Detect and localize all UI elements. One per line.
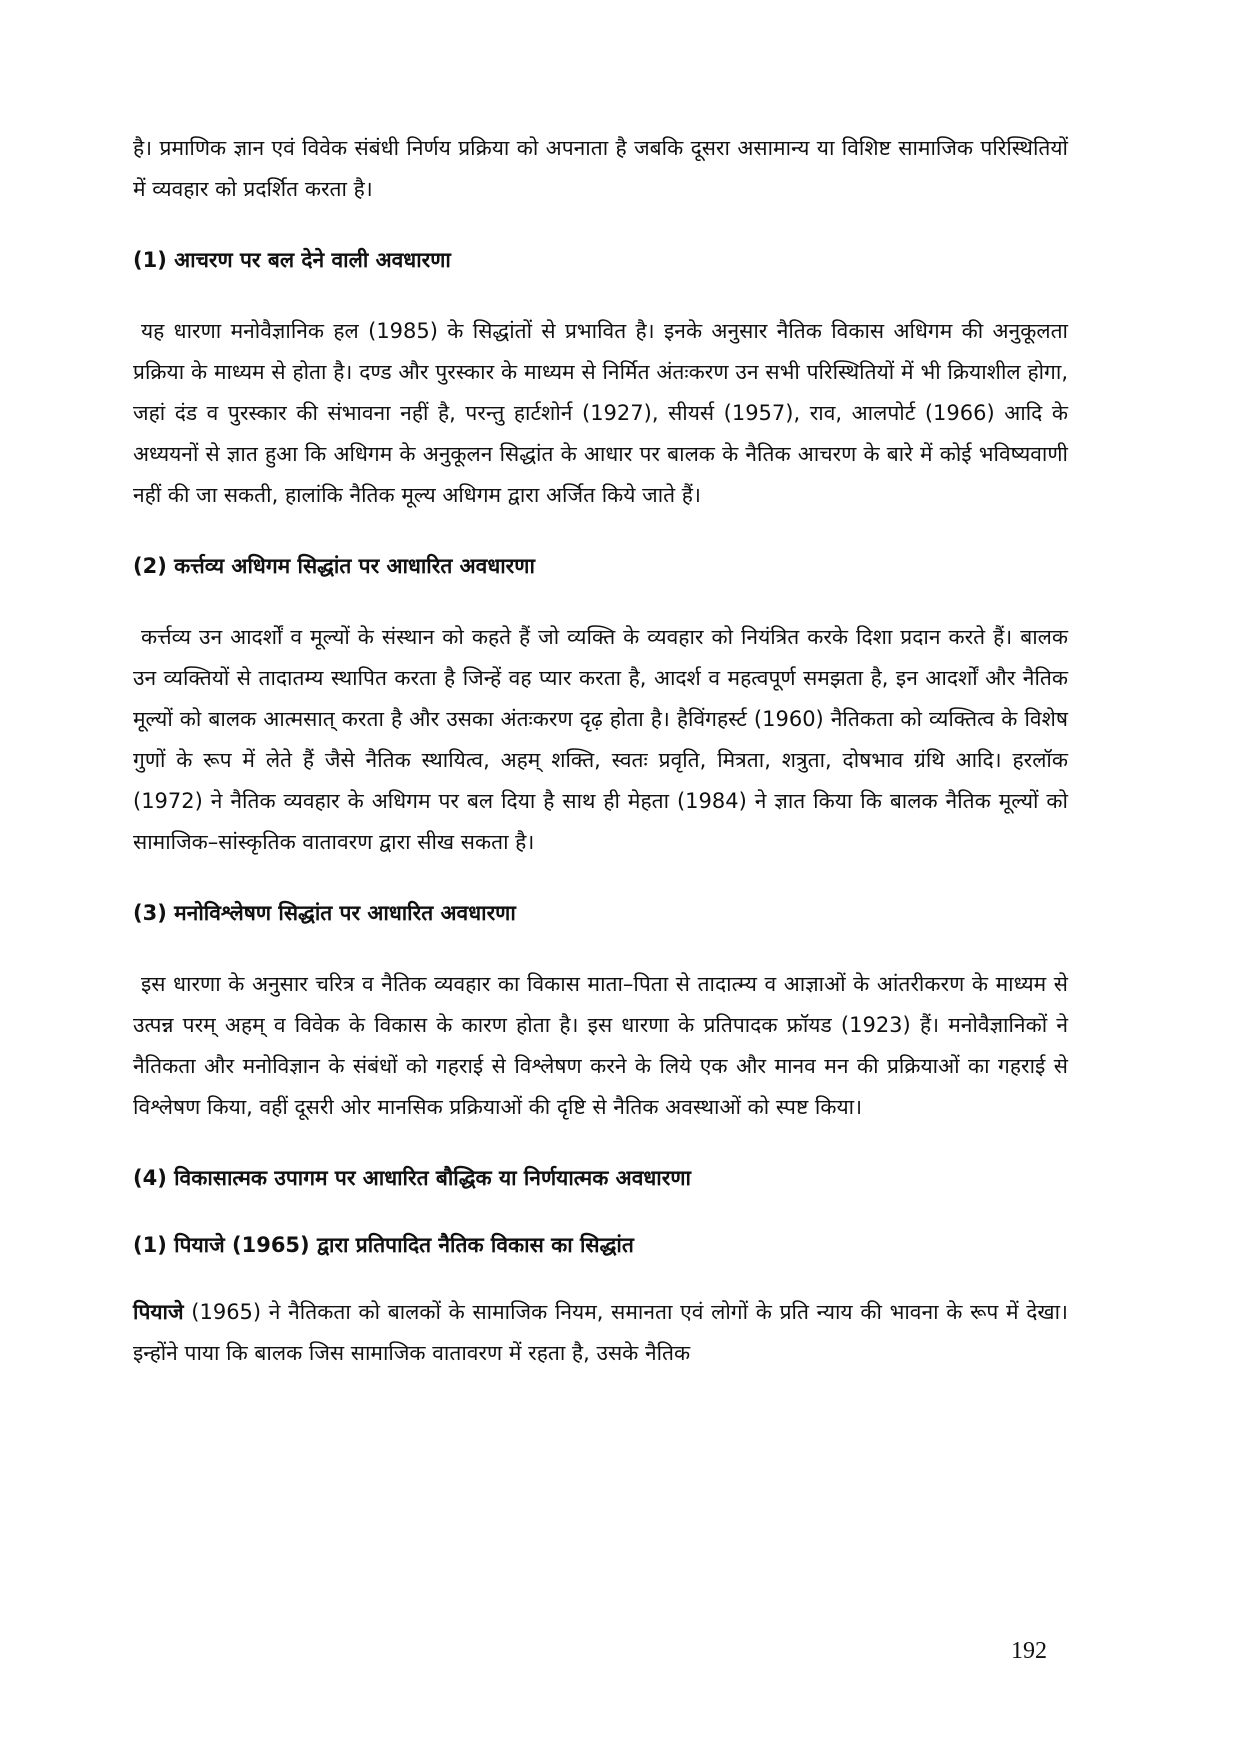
page-number: 192 (1011, 1638, 1047, 1664)
section-heading-1: (1) आचरण पर बल देने वाली अवधारणा (133, 248, 451, 272)
piaget-lead-name: पियाजे (133, 1300, 184, 1324)
section-paragraph-2: कर्त्तव्य उन आदर्शों व मूल्यों के संस्थान को कहते हैं जो व्यक्ति के व्यवहार को नियंत्रित करके दिशा प्रदान करते हैं। बालक उन व्यक्तियों से तादातम्य स्थापित करता है जिन्हें वह प्यार करता है, आदर्श व महत्वपूर्ण समझता है, इन आदर्शों और नैतिक मूल्यों को बालक आत्मसात् करता है और उसका अंतःकरण दृढ़ होता है। हैविंगहर्स्ट (1960) नैतिकता को व्यक्तित्व के विशेष गुणों के रूप में लेते हैं जैसे नैतिक स्थायित्व, अहम् शक्ति, स्वतः प्रवृति, मित्रता, शत्रुता, दोषभाव ग्रंथि आदि। हरलॉक (1972) ने नैतिक व्यवहार के अधिगम पर बल दिया है साथ ही मेहता (1984) ने ज्ञात किया कि बालक नैतिक मूल्यों को सामाजिक–सांस्कृतिक वातावरण द्वारा सीख सकता है। (133, 625, 1068, 854)
subsection-heading-piaget: (1) पियाजे (1965) द्वारा प्रतिपादित नैतिक विकास का सिद्धांत (133, 1233, 634, 1257)
intro-paragraph: है। प्रमाणिक ज्ञान एवं विवेक संबंधी निर्णय प्रक्रिया को अपनाता है जबकि दूसरा असामान्य या विशिष्ट सामाजिक परिस्थितियों में व्यवहार को प्रदर्शित करता है। (133, 136, 1068, 201)
section-paragraph-1: यह धारणा मनोवैज्ञानिक हल (1985) के सिद्धांतों से प्रभावित है। इनके अनुसार नैतिक विकास अधिगम की अनुकूलता प्रक्रिया के माध्यम से होता है। दण्ड और पुरस्कार के माध्यम से निर्मित अंतःकरण उन सभी परिस्थितियों में भी क्रियाशील होगा, जहां दंड व पुरस्कार की संभावना नहीं है, परन्तु हार्टशोर्न (1927), सीयर्स (1957), राव, आलपोर्ट (1966) आदि के अध्ययनों से ज्ञात हुआ कि अधिगम के अनुकूलन सिद्धांत के आधार पर बालक के नैतिक आचरण के बारे में कोई भविष्यवाणी नहीं की जा सकती, हालांकि नैतिक मूल्य अधिगम द्वारा अर्जित किये जाते हैं। (133, 319, 1068, 507)
section-heading-4: (4) विकासात्मक उपागम पर आधारित बौद्धिक या निर्णयात्मक अवधारणा (133, 1166, 691, 1190)
section-heading-3: (3) मनोविश्लेषण सिद्धांत पर आधारित अवधारणा (133, 901, 516, 925)
section-heading-2: (2) कर्त्तव्य अधिगम सिद्धांत पर आधारित अवधारणा (133, 554, 535, 578)
piaget-paragraph (133, 1292, 1068, 1374)
piaget-paragraph-text: (1965) ने नैतिकता को बालकों के सामाजिक नियम, समानता एवं लोगों के प्रति न्याय की भावना के रूप में देखा। इन्होंने पाया कि बालक जिस सामाजिक वातावरण में रहता है, उसके नैतिक (133, 1300, 1068, 1365)
section-paragraph-3: इस धारणा के अनुसार चरित्र व नैतिक व्यवहार का विकास माता–पिता से तादात्म्य व आज्ञाओं के आंतरीकरण के माध्यम से उत्पन्न परम् अहम् व विवेक के विकास के कारण होता है। इस धारणा के प्रतिपादक फ्रॉयड (1923) हैं। मनोवैज्ञानिकों ने नैतिकता और मनोविज्ञान के संबंधों को गहराई से विश्लेषण करने के लिये एक और मानव मन की प्रक्रियाओं का गहराई से विश्लेषण किया, वहीं दूसरी ओर मानसिक प्रक्रियाओं की दृष्टि से नैतिक अवस्थाओं को स्पष्ट किया। (133, 972, 1068, 1119)
document-body (133, 128, 1068, 1374)
